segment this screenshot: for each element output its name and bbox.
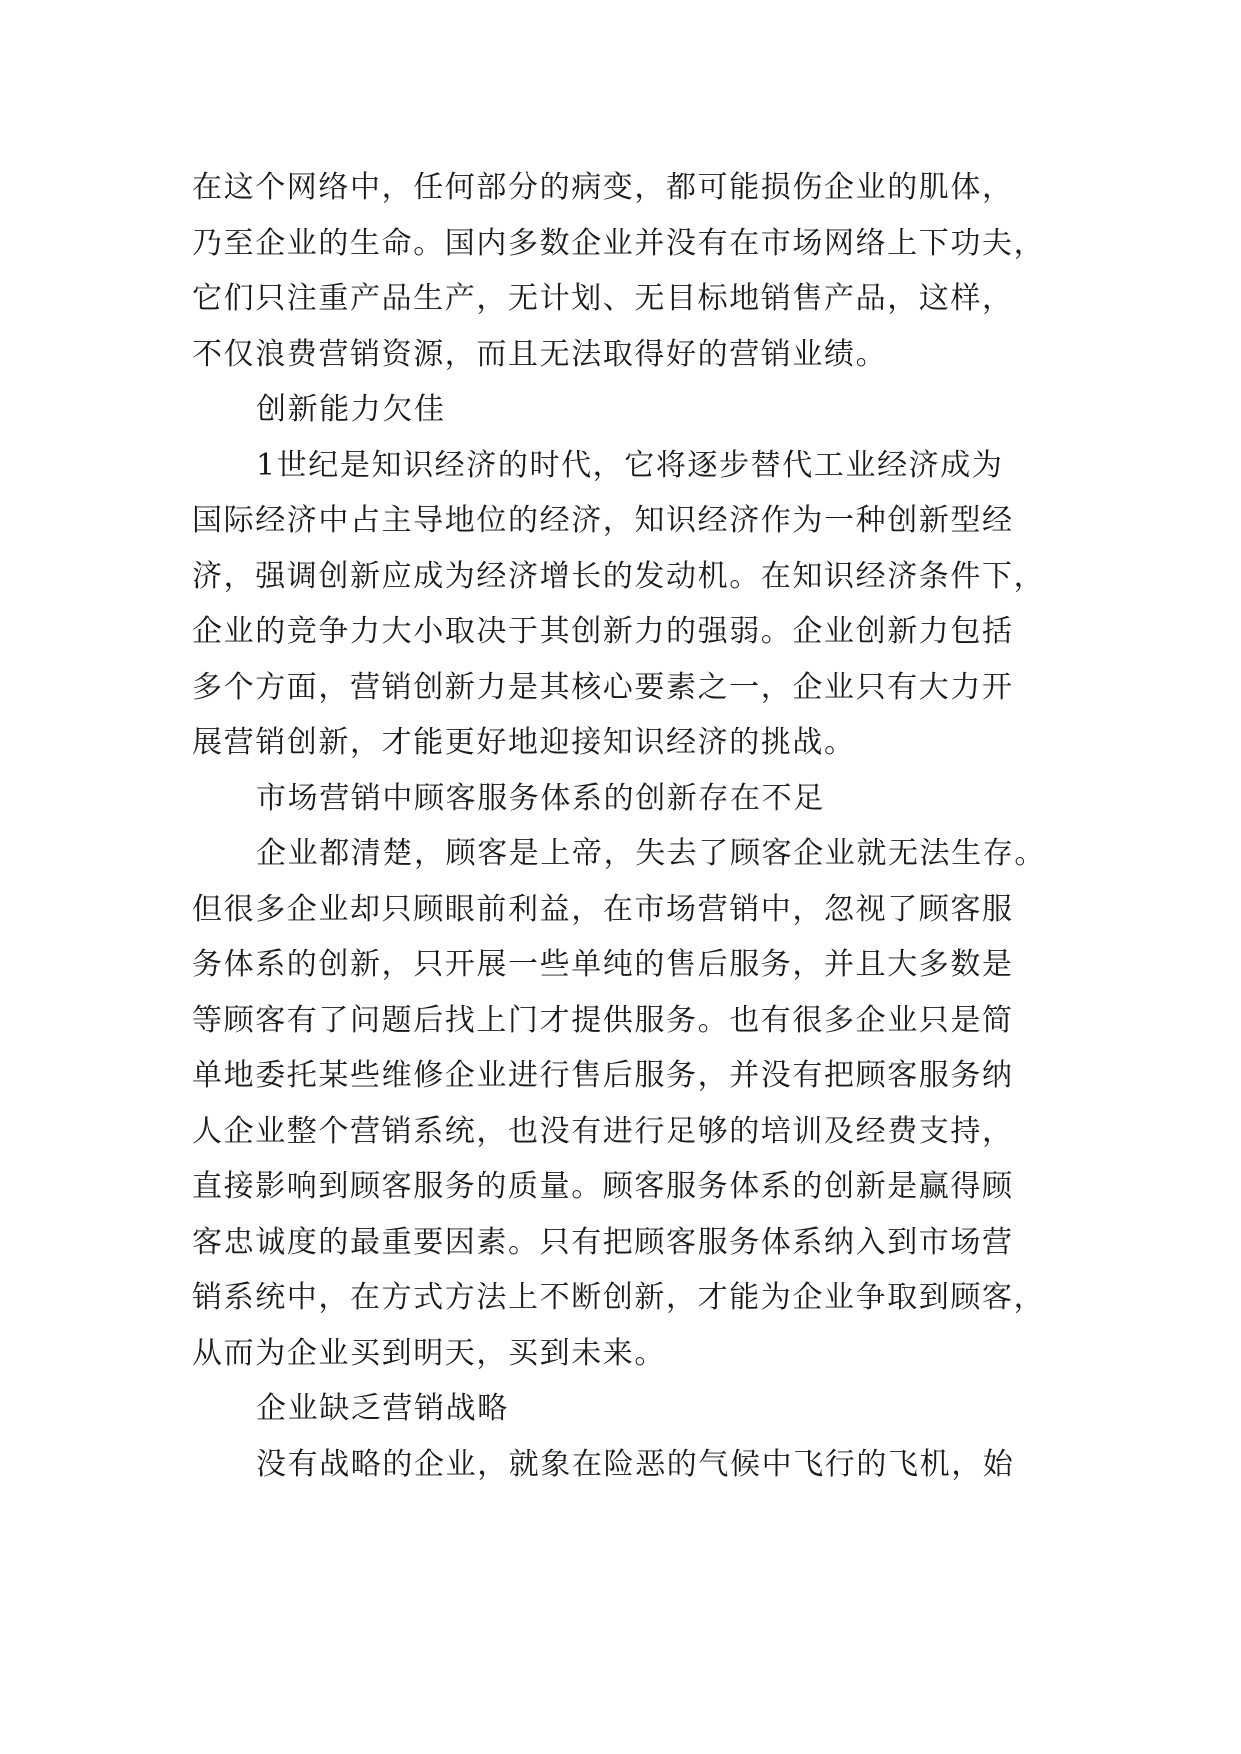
text-line: 国际经济中占主导地位的经济，知识经济作为一种创新型经 [192,503,1014,538]
text-line: 单地委托某些维修企业进行售后服务，并没有把顾客服务纳 [192,1058,1014,1093]
section-heading-strategy: 企业缺乏营销战略 [256,1391,509,1426]
text-line: 直接影响到顾客服务的质量。顾客服务体系的创新是赢得顾 [192,1169,1014,1204]
text-line: 从而为企业买到明天，买到未来。 [192,1335,666,1371]
text-line: 1世纪是知识经济的时代，它将逐步替代工业经济成为 [256,447,1004,483]
section-heading-customer-service: 市场营销中顾客服务体系的创新存在不足 [256,780,825,816]
body-text [192,160,1072,1492]
text-line: 企业都清楚，顾客是上帝，失去了顾客企业就无法生存。 [256,836,1046,871]
text-line: 济，强调创新应成为经济增长的发动机。在知识经济条件下， [192,558,1046,594]
text-line: 在这个网络中，任何部分的病变，都可能损伤企业的肌体， [192,170,1014,205]
text-line: 多个方面，营销创新力是其核心要素之一，企业只有大力开 [192,669,1014,705]
text-line: 销系统中，在方式方法上不断创新，才能为企业争取到顾客， [192,1280,1046,1315]
text-line: 它们只注重产品生产，无计划、无目标地销售产品，这样， [192,281,1014,316]
text-line: 乃至企业的生命。国内多数企业并没有在市场网络上下功夫， [192,225,1046,261]
text-line: 务体系的创新，只开展一些单纯的售后服务，并且大多数是 [192,947,1014,982]
section-heading-innovation: 创新能力欠佳 [256,392,446,427]
text-line: 没有战略的企业，就象在险恶的气候中飞行的飞机，始 [256,1446,1015,1482]
text-line: 但很多企业却只顾眼前利益，在市场营销中，忽视了顾客服 [192,891,1014,927]
text-line: 企业的竞争力大小取决于其创新力的强弱。企业创新力包括 [192,614,1014,649]
text-line: 人企业整个营销系统，也没有进行足够的培训及经费支持， [192,1113,1014,1149]
text-line: 等顾客有了问题后找上门才提供服务。也有很多企业只是简 [192,1002,1014,1038]
text-line: 客忠诚度的最重要因素。只有把顾客服务体系纳入到市场营 [192,1224,1014,1260]
text-line: 不仅浪费营销资源，而且无法取得好的营销业绩。 [192,336,888,372]
text-line: 展营销创新，才能更好地迎接知识经济的挑战。 [192,725,856,760]
